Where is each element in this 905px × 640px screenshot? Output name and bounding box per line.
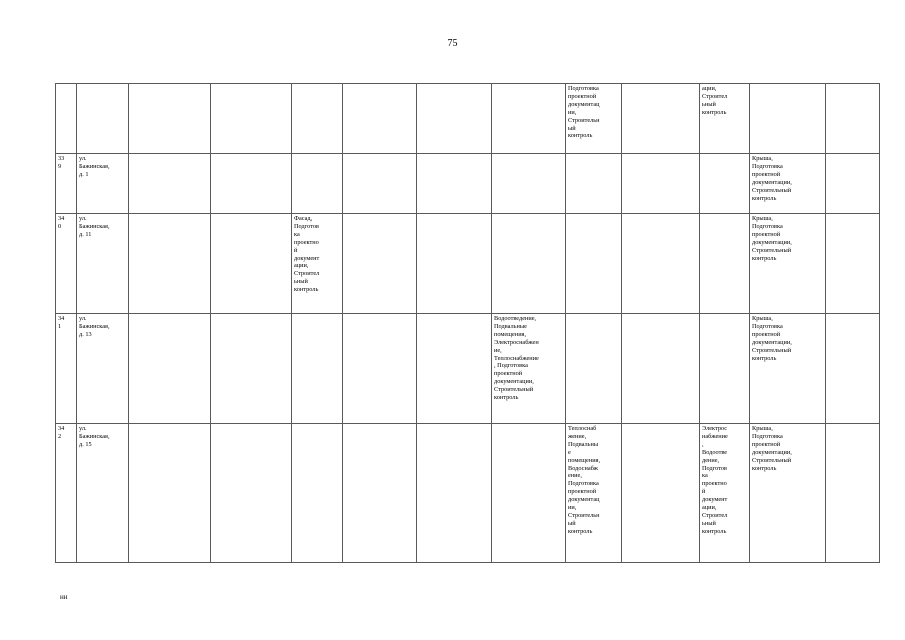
- cell-col-9: Подготовка проектной документац ии, Строительн ый контроль: [566, 84, 622, 154]
- cell-col-11: ации, Строител ьный контроль: [700, 84, 750, 154]
- cell-address: ул. Бажинская, д. 15: [77, 424, 129, 563]
- cell-col-4: [211, 214, 292, 314]
- cell-col-3: [129, 154, 211, 214]
- cell-col-6: [343, 84, 417, 154]
- cell-col-5: Фасад, Подготов ка проектно й документ ации, Строител ьный контроль: [292, 214, 343, 314]
- cell-col-7: [417, 84, 492, 154]
- cell-col-8: [492, 84, 566, 154]
- cell-col-12: Крыша, Подготовка проектной документации, Строительный контроль: [750, 424, 826, 563]
- cell-col-11: Электрос набжение , Водоотве дение, Подготов ка проектно й документ ации, Строител ьный контроль: [700, 424, 750, 563]
- cell-col-13: [826, 424, 880, 563]
- table-row: [56, 424, 880, 563]
- cell-col-9: [566, 154, 622, 214]
- cell-col-10: [622, 424, 700, 563]
- cell-number: 34 2: [56, 424, 77, 563]
- cell-col-5: [292, 84, 343, 154]
- cell-col-3: [129, 314, 211, 424]
- cell-col-3: [129, 424, 211, 563]
- cell-col-6: [343, 424, 417, 563]
- cell-col-4: [211, 84, 292, 154]
- cell-number: 34 1: [56, 314, 77, 424]
- cell-col-7: [417, 154, 492, 214]
- cell-col-8: [492, 214, 566, 314]
- cell-col-13: [826, 154, 880, 214]
- cell-address: [77, 84, 129, 154]
- cell-col-9: [566, 214, 622, 314]
- cell-col-4: [211, 424, 292, 563]
- cell-col-10: [622, 314, 700, 424]
- cell-col-8: [492, 424, 566, 563]
- table-row: [56, 214, 880, 314]
- cell-col-9: Теплоснаб жение, Подвальны е помещения, Водоснабж ение, Подготовка проектной документац ии, Строительн ый контроль: [566, 424, 622, 563]
- cell-col-6: [343, 154, 417, 214]
- cell-col-13: [826, 214, 880, 314]
- cell-col-12: [750, 84, 826, 154]
- cell-col-10: [622, 154, 700, 214]
- cell-col-12: Крыша, Подготовка проектной документации, Строительный контроль: [750, 314, 826, 424]
- cell-col-11: [700, 314, 750, 424]
- cell-col-12: Крыша, Подготовка проектной документации, Строительный контроль: [750, 154, 826, 214]
- cell-col-7: [417, 424, 492, 563]
- cell-number: [56, 84, 77, 154]
- cell-address: ул. Бажинская, д. 11: [77, 214, 129, 314]
- cell-col-10: [622, 84, 700, 154]
- cell-col-9: [566, 314, 622, 424]
- cell-col-12: Крыша, Подготовка проектной документации, Строительный контроль: [750, 214, 826, 314]
- cell-col-7: [417, 314, 492, 424]
- cell-col-5: [292, 154, 343, 214]
- cell-col-13: [826, 84, 880, 154]
- cell-col-8: Водоотведение, Подвальные помещения, Электроснабжен ие, Теплоснабжение , Подготовка проектной документации, Строительный контроль: [492, 314, 566, 424]
- cell-number: 34 0: [56, 214, 77, 314]
- cell-col-3: [129, 214, 211, 314]
- cell-col-4: [211, 314, 292, 424]
- cell-col-3: [129, 84, 211, 154]
- works-table: [55, 83, 880, 563]
- cell-col-6: [343, 214, 417, 314]
- cell-col-13: [826, 314, 880, 424]
- cell-col-11: [700, 214, 750, 314]
- cell-number: 33 9: [56, 154, 77, 214]
- cell-col-5: [292, 314, 343, 424]
- table-row: [56, 154, 880, 214]
- cell-address: ул. Бажинская, д. 13: [77, 314, 129, 424]
- page-number: 75: [447, 38, 458, 49]
- cell-col-7: [417, 214, 492, 314]
- cell-col-8: [492, 154, 566, 214]
- cell-col-10: [622, 214, 700, 314]
- cell-col-5: [292, 424, 343, 563]
- table-row: [56, 84, 880, 154]
- table-row: [56, 314, 880, 424]
- cell-col-4: [211, 154, 292, 214]
- footer-mark: нн: [60, 593, 68, 601]
- cell-address: ул. Бажинская, д. 1: [77, 154, 129, 214]
- cell-col-11: [700, 154, 750, 214]
- cell-col-6: [343, 314, 417, 424]
